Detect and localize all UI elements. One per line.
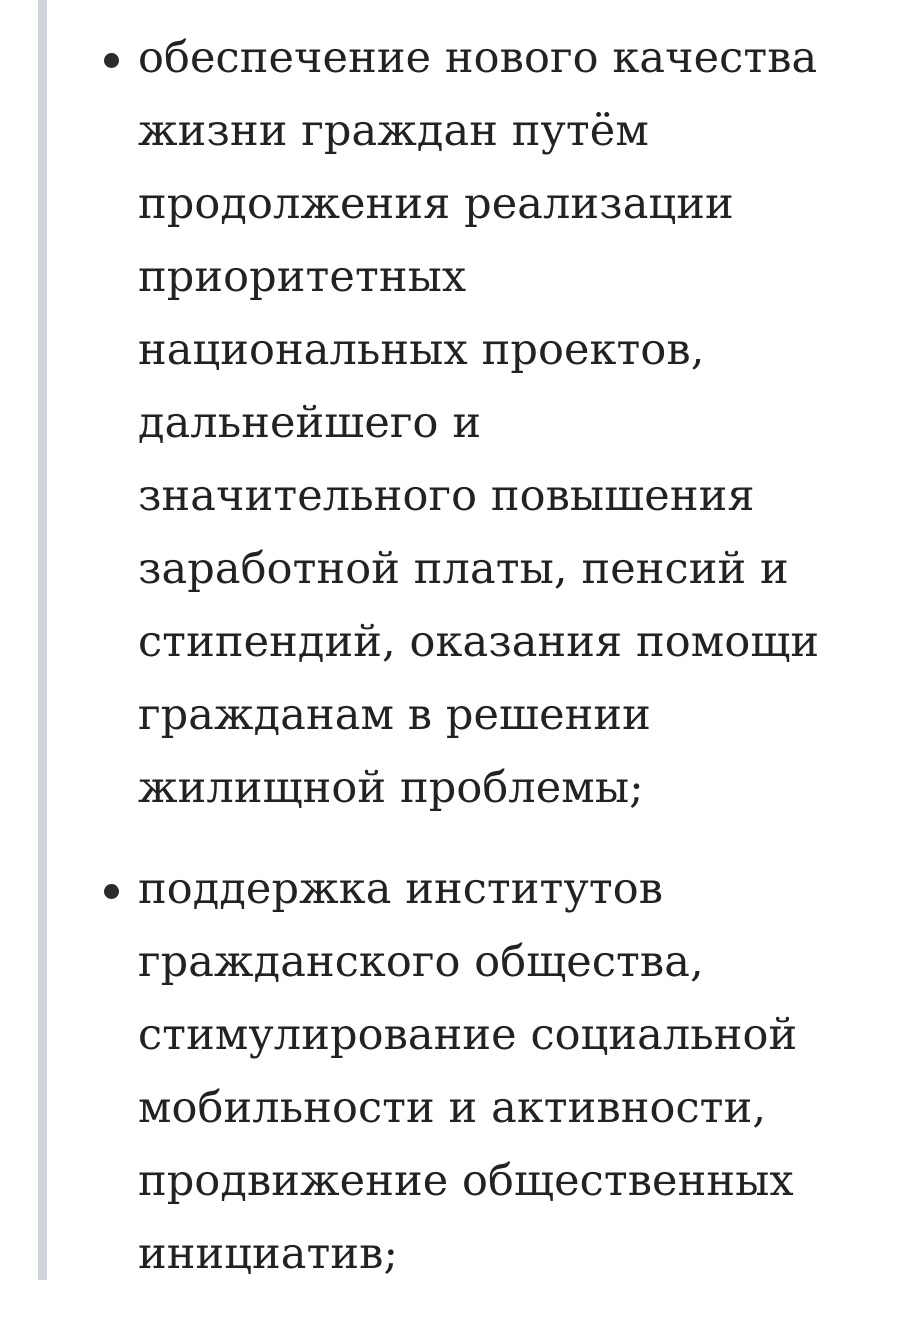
text-line: обеспечение нового качества — [138, 33, 818, 83]
list-item-text — [138, 853, 844, 1291]
text-line: национальных проектов, — [138, 325, 705, 375]
list-item — [0, 853, 904, 1291]
bullet-icon — [104, 53, 119, 68]
text-line: мобильности и активности, — [138, 1083, 767, 1133]
text-line: поддержка институтов — [138, 864, 664, 914]
bullet-icon — [104, 884, 119, 899]
text-line: стипендий, оказания помощи — [138, 617, 820, 667]
text-line: инициатив; — [138, 1229, 399, 1279]
text-line: дальнейшего и — [138, 398, 482, 448]
text-line: продвижение общественных — [138, 1156, 794, 1206]
text-line: гражданам в решении — [138, 690, 651, 740]
text-line: жилищной проблемы; — [138, 763, 644, 813]
text-line: значительного повышения — [138, 471, 755, 521]
bullet-list — [0, 22, 904, 1319]
list-item — [0, 22, 904, 825]
list-item-text — [138, 22, 844, 825]
text-line: приоритетных — [138, 252, 467, 302]
text-line: гражданского общества, — [138, 937, 704, 987]
text-line: жизни граждан путём — [138, 106, 649, 156]
text-line: стимулирование социальной — [138, 1010, 798, 1060]
text-line: продолжения реализации — [138, 179, 734, 229]
text-line: заработной платы, пенсий и — [138, 544, 789, 594]
